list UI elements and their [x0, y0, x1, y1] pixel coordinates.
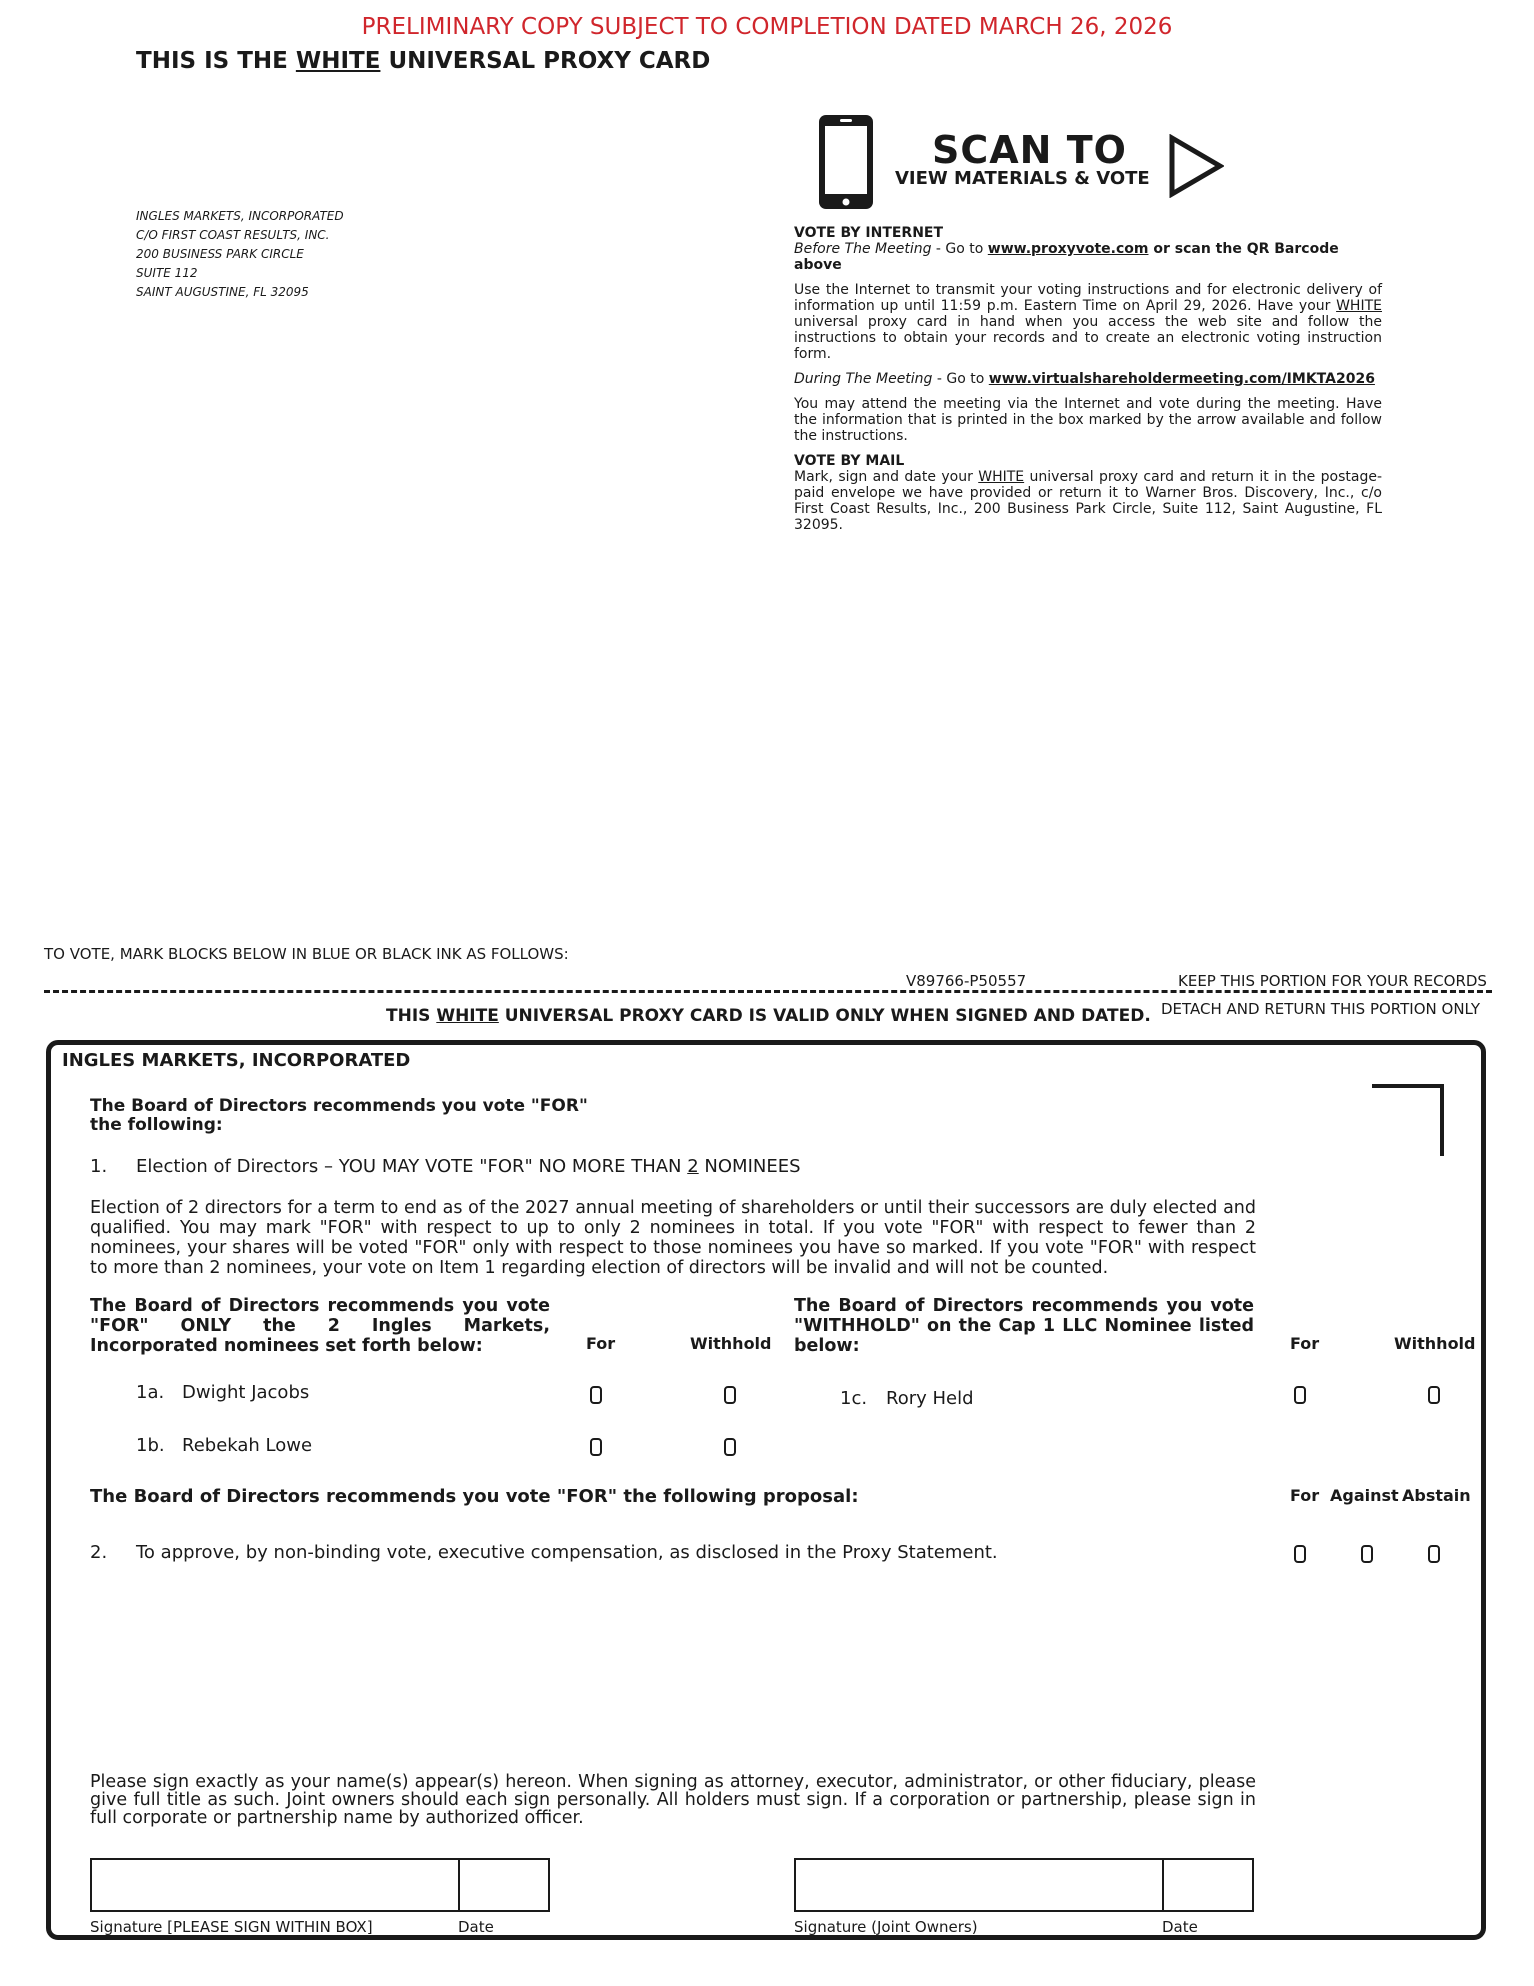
detach-line	[44, 990, 1492, 993]
recommendation-cap1-nominee: The Board of Directors recommends you vote "WITHHOLD" on the Cap 1 LLC Nominee listed below:	[794, 1296, 1254, 1356]
item-1-number: 1.	[90, 1156, 108, 1177]
during-meeting-line	[794, 371, 1382, 387]
valid-notice-emph: WHITE	[436, 1006, 499, 1026]
card-title-prefix: THIS IS THE	[136, 48, 296, 74]
column-header-abstain: Abstain	[1402, 1486, 1471, 1505]
checkbox-1a-for[interactable]	[590, 1386, 602, 1404]
play-arrow-icon	[1168, 134, 1224, 198]
item-1-text-b: NOMINEES	[698, 1156, 801, 1177]
nominee-name: Dwight Jacobs	[182, 1382, 310, 1403]
address-line: 200 BUSINESS PARK CIRCLE	[136, 247, 304, 261]
voting-instructions	[794, 225, 1382, 542]
nominee-1b	[136, 1435, 312, 1456]
date-label: Date	[458, 1918, 494, 1936]
control-code: V89766-P50557	[902, 972, 1030, 990]
valid-notice-prefix: THIS	[386, 1006, 437, 1026]
nominee-number: 1a.	[136, 1382, 165, 1403]
signature-label: Signature [PLEASE SIGN WITHIN BOX]	[90, 1918, 373, 1936]
recommendation-ingles-nominees: The Board of Directors recommends you vote "FOR" ONLY the 2 Ingles Markets, Incorporated nominees set forth below:	[90, 1296, 550, 1356]
registration-mark	[1372, 1084, 1444, 1156]
column-header-for: For	[1290, 1334, 1320, 1353]
checkbox-2-abstain[interactable]	[1428, 1545, 1440, 1563]
column-header-for: For	[586, 1334, 616, 1353]
company-name: INGLES MARKETS, INCORPORATED	[62, 1050, 411, 1071]
address-line: SUITE 112	[136, 266, 198, 280]
internet-instructions-emph: WHITE	[1336, 298, 1382, 314]
checkbox-1b-for[interactable]	[590, 1438, 602, 1456]
joint-signature-label: Signature (Joint Owners)	[794, 1918, 978, 1936]
mark-instructions: TO VOTE, MARK BLOCKS BELOW IN BLUE OR BLACK INK AS FOLLOWS:	[44, 945, 569, 963]
scan-title: SCAN TO	[932, 128, 1127, 172]
election-description: Election of 2 directors for a term to end as of the 2027 annual meeting of shareholders or until their successors are duly elected and qualified. You may mark "FOR" with respect to up to only 2 nominees in total. If you vote "FOR" with respect to fewer than 2 nominees, your shares will be voted "FOR" only with respect to those nominees you have so marked. If you vote "FOR" with respect to more than 2 nominees, your vote on Item 1 regarding election of directors will be invalid and will not be counted.	[90, 1198, 1256, 1278]
during-meeting-mid: - Go to	[932, 371, 989, 387]
vote-internet-heading: VOTE BY INTERNET	[794, 225, 944, 241]
checkbox-1c-for[interactable]	[1294, 1386, 1306, 1404]
checkbox-2-for[interactable]	[1294, 1545, 1306, 1563]
joint-date-label: Date	[1162, 1918, 1198, 1936]
checkbox-1c-withhold[interactable]	[1428, 1386, 1440, 1404]
nominee-number: 1b.	[136, 1435, 165, 1456]
column-header-against: Against	[1330, 1486, 1399, 1505]
valid-notice-suffix: UNIVERSAL PROXY CARD IS VALID ONLY WHEN SIGNED AND DATED.	[498, 1006, 1151, 1026]
proxyvote-link[interactable]: www.proxyvote.com	[987, 241, 1149, 257]
detach-portion-label: DETACH AND RETURN THIS PORTION ONLY	[1161, 1000, 1481, 1018]
address-line: INGLES MARKETS, INCORPORATED	[136, 209, 344, 223]
before-meeting-mid: - Go to	[931, 241, 988, 257]
checkbox-1b-withhold[interactable]	[724, 1438, 736, 1456]
nominee-number: 1c.	[840, 1388, 868, 1409]
preliminary-notice: PRELIMINARY COPY SUBJECT TO COMPLETION DATED MARCH 26, 2026	[361, 14, 1173, 40]
card-title	[136, 48, 710, 74]
mail-instructions-b: universal proxy card and return it in the postage-paid envelope we have provided or return it to Warner Bros. Discovery, Inc., c/o First Coast Results, Inc., 200 Business Park Circle, Suite 112, Saint Augustine, FL 32095.	[794, 469, 1382, 533]
smartphone-icon	[816, 112, 876, 212]
internet-instructions-b: universal proxy card in hand when you access the web site and follow the instructions to obtain your records and to create an electronic voting instruction form.	[794, 314, 1382, 362]
board-recommendation-3: The Board of Directors recommends you vote "FOR" the following proposal:	[90, 1486, 859, 1507]
column-header-withhold: Withhold	[1394, 1334, 1476, 1353]
joint-date-box[interactable]	[1162, 1858, 1254, 1912]
mail-instructions	[794, 469, 1382, 533]
board-recommendation-1-line1: The Board of Directors recommends you vote "FOR"	[90, 1096, 588, 1116]
column-header-for: For	[1290, 1486, 1320, 1505]
address-line: C/O FIRST COAST RESULTS, INC.	[136, 228, 330, 242]
mail-instructions-a: Mark, sign and date your	[794, 469, 979, 485]
nominee-name: Rebekah Lowe	[182, 1435, 313, 1456]
valid-notice	[386, 1006, 1151, 1026]
signing-instructions: Please sign exactly as your name(s) appear(s) hereon. When signing as attorney, executor, administrator, or other fiduciary, please give full title as such. Joint owners should each sign personally. All holders must sign. If a corporation or partnership, please sign in full corporate or partnership name by authorized officer.	[90, 1772, 1256, 1828]
item-1-text-num: 2	[687, 1156, 699, 1177]
item-2-number: 2.	[90, 1542, 108, 1563]
nominee-name: Rory Held	[886, 1388, 974, 1409]
mail-instructions-emph: WHITE	[978, 469, 1025, 485]
item-1-heading	[90, 1156, 801, 1177]
nominee-1c	[840, 1388, 974, 1409]
internet-instructions	[794, 282, 1382, 362]
card-title-emph: WHITE	[295, 48, 381, 74]
virtual-meeting-link[interactable]: www.virtualshareholdermeeting.com/IMKTA2026	[988, 371, 1375, 387]
keep-portion-label: KEEP THIS PORTION FOR YOUR RECORDS	[1174, 972, 1491, 990]
checkbox-1a-withhold[interactable]	[724, 1386, 736, 1404]
scan-subtitle: VIEW MATERIALS & VOTE	[895, 168, 1150, 189]
signature-box[interactable]	[90, 1858, 460, 1912]
before-meeting-line	[794, 241, 1382, 273]
item-2	[90, 1542, 998, 1563]
vote-mail-heading: VOTE BY MAIL	[794, 453, 905, 469]
nominee-1a	[136, 1382, 309, 1403]
checkbox-2-against[interactable]	[1361, 1545, 1373, 1563]
board-recommendation-1	[90, 1097, 588, 1135]
item-2-text: To approve, by non-binding vote, executive compensation, as disclosed in the Proxy Statement.	[136, 1542, 998, 1563]
joint-signature-box[interactable]	[794, 1858, 1164, 1912]
card-title-suffix: UNIVERSAL PROXY CARD	[380, 48, 711, 74]
before-meeting-suffix: or scan the QR Barcode above	[794, 241, 1339, 273]
mailing-address	[136, 207, 344, 302]
internet-instructions-a: Use the Internet to transmit your voting instructions and for electronic delivery of information up until 11:59 p.m. Eastern Time on April 29, 2026. Have your	[794, 282, 1382, 314]
board-recommendation-1-line2: the following:	[90, 1115, 223, 1135]
meeting-instructions: You may attend the meeting via the Internet and vote during the meeting. Have the information that is printed in the box marked by the arrow available and follow the instructions.	[794, 396, 1382, 444]
date-box[interactable]	[458, 1858, 550, 1912]
before-meeting-label: Before The Meeting	[794, 241, 932, 257]
column-header-withhold: Withhold	[690, 1334, 772, 1353]
item-1-text-a: Election of Directors – YOU MAY VOTE "FOR" NO MORE THAN	[136, 1156, 688, 1177]
during-meeting-label: During The Meeting	[794, 371, 933, 387]
address-line: SAINT AUGUSTINE, FL 32095	[136, 285, 309, 299]
